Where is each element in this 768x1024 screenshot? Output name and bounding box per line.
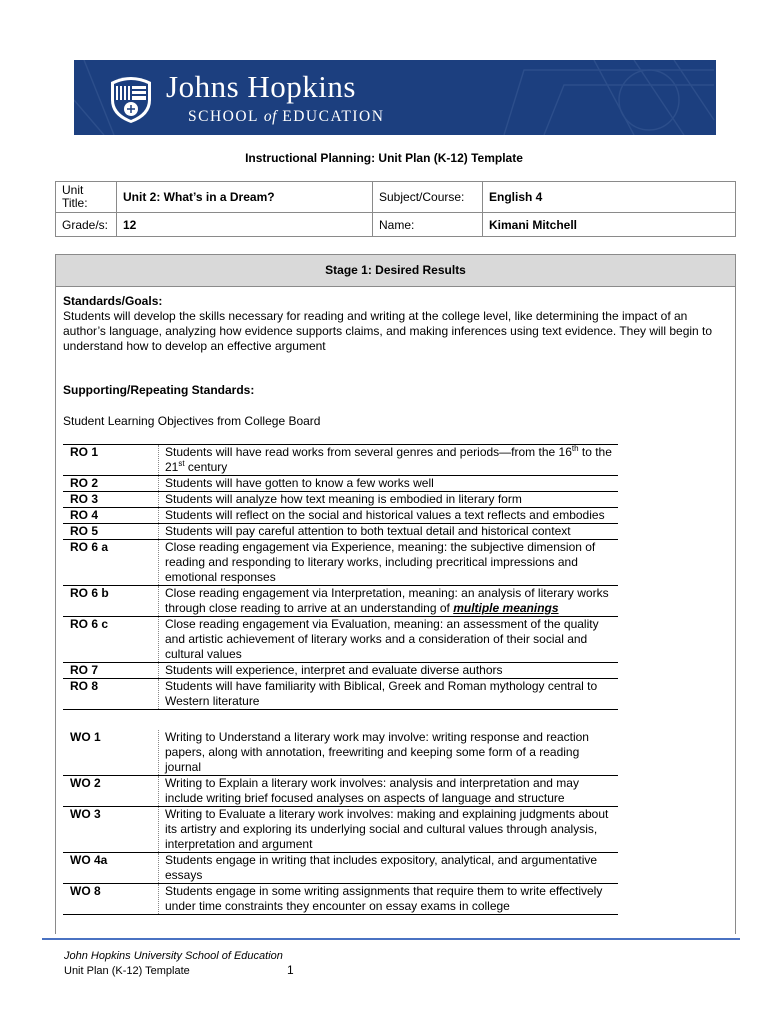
unit-title-label: Unit Title:	[56, 182, 117, 213]
unit-header-table	[55, 181, 736, 237]
objective-text: Students will pay careful attention to both textual detail and historical context	[158, 524, 618, 539]
objective-code: RO 2	[70, 476, 99, 490]
objective-text: Students will have gotten to know a few works well	[158, 476, 618, 491]
grade-label: Grade/s:	[56, 213, 117, 237]
objective-row	[63, 524, 618, 540]
objective-row	[63, 617, 618, 663]
subject-value: English 4	[483, 182, 736, 213]
objective-text: Students will analyze how text meaning is embodied in literary form	[158, 492, 618, 507]
name-value: Kimani Mitchell	[483, 213, 736, 237]
objective-row	[63, 679, 618, 710]
objective-text: Students will reflect on the social and historical values a text reflects and embodies	[158, 508, 618, 523]
objective-text: Students engage in some writing assignments that require them to write effectively under time constraints they encounter on essay exams in college	[158, 884, 618, 914]
objective-row	[63, 853, 618, 884]
objective-row	[63, 476, 618, 492]
objective-text: Students engage in writing that includes expository, analytical, and argumentative essays	[158, 853, 618, 883]
objective-row	[63, 492, 618, 508]
footer-institution: John Hopkins University School of Education	[64, 950, 283, 962]
university-shield-icon	[106, 70, 156, 125]
footer-divider	[42, 938, 740, 940]
objective-row	[63, 586, 618, 617]
objective-code: RO 8	[70, 679, 99, 693]
objective-emphasis: multiple meanings	[453, 601, 559, 615]
grade-value: 12	[117, 213, 373, 237]
objective-text: Close reading engagement via Evaluation, meaning: an assessment of the quality and artistic achievement of literary works and a consideration of their social and cultural values	[158, 617, 618, 662]
standards-title: Standards/Goals:	[63, 294, 163, 308]
objective-text: Students will have familiarity with Biblical, Greek and Roman mythology central to Western literature	[158, 679, 618, 709]
subject-label: Subject/Course:	[373, 182, 483, 213]
objective-text: Students will have read works from several genres and periods—from the 16th to the 21st century	[158, 445, 618, 475]
objective-text: Students will experience, interpret and evaluate diverse authors	[158, 663, 618, 678]
objective-code: RO 5	[70, 524, 99, 538]
objective-text: Close reading engagement via Interpretation, meaning: an analysis of literary works through close reading to arrive at an understanding of multiple meanings	[158, 586, 618, 616]
objective-row	[63, 807, 618, 853]
objective-code: WO 4a	[70, 853, 108, 867]
objective-code: RO 6 b	[70, 586, 109, 600]
objective-row	[63, 663, 618, 679]
footer-template: Unit Plan (K-12) Template	[64, 965, 190, 977]
objective-text: Writing to Explain a literary work involves: analysis and interpretation and may include writing brief focused analyses on aspects of language and structure	[158, 776, 618, 806]
objective-code: RO 4	[70, 508, 99, 522]
objective-code: RO 1	[70, 445, 99, 459]
objectives-intro: Student Learning Objectives from College Board	[63, 414, 321, 428]
objective-text: Writing to Understand a literary work may involve: writing response and reaction papers, along with annotation, freewriting and keeping some form of a reading journal	[158, 730, 618, 775]
objective-text: Close reading engagement via Experience, meaning: the subjective dimension of reading and responding to literary works, including precritical impressions and emotional responses	[158, 540, 618, 585]
unit-title-value: Unit 2: What’s in a Dream?	[117, 182, 373, 213]
objective-code: RO 6 c	[70, 617, 109, 631]
objective-row	[63, 776, 618, 807]
objective-code: WO 8	[70, 884, 101, 898]
objective-code: RO 3	[70, 492, 99, 506]
supporting-standards-title: Supporting/Repeating Standards:	[63, 383, 255, 397]
stage1-section	[55, 254, 736, 934]
standards-text: Students will develop the skills necessary for reading and writing at the college level, like determining the impact of an author’s language, analyzing how evidence supports claims, and making inferences using text evidence. They will begin to understand how to develop an effective argument	[63, 309, 713, 353]
objective-code: WO 1	[70, 730, 101, 744]
jhu-logo-banner	[74, 60, 716, 135]
page-number: 1	[287, 963, 294, 977]
stage1-title: Stage 1: Desired Results	[56, 255, 735, 287]
objective-row	[63, 730, 618, 776]
objective-text: Writing to Evaluate a literary work involves: making and explaining judgments about its artistry and exploring its underlying social and cultural values through analysis, interpretation and argument	[158, 807, 618, 852]
objective-row	[63, 444, 618, 476]
objectives-table	[63, 444, 618, 915]
objective-code: RO 6 a	[70, 540, 109, 554]
objective-code: RO 7	[70, 663, 99, 677]
objective-row	[63, 884, 618, 915]
objective-code: WO 2	[70, 776, 101, 790]
logo-school-name: SCHOOL of EDUCATION	[188, 108, 385, 125]
objective-code: WO 3	[70, 807, 101, 821]
objective-row	[63, 540, 618, 586]
objective-row	[63, 508, 618, 524]
document-title: Instructional Planning: Unit Plan (K-12) Template	[245, 151, 523, 165]
logo-university-name: Johns Hopkins	[166, 69, 356, 104]
name-label: Name:	[373, 213, 483, 237]
